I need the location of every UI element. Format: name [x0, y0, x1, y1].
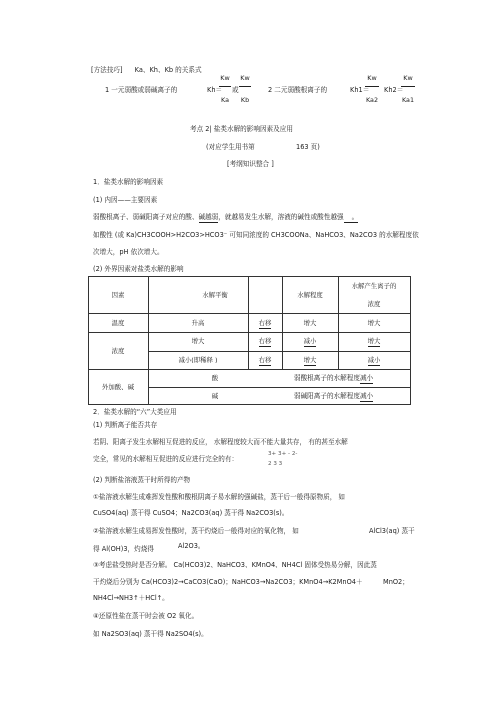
case3-line1: ③考虑盐受热时是否分解。 Ca(HCO3)2、NaHCO3、KMnO4、NH4Cl 固体受热易分解，因此蒸	[93, 561, 377, 569]
formula1-or: 或	[232, 86, 239, 94]
formula1-numerator-1: Kw	[220, 74, 230, 82]
case3-line3: NH4Cl→NH3↑＋HCl↑。	[93, 594, 169, 602]
row-conc-increase-ions	[338, 337, 410, 345]
case4-line1: ④还原性盐在蒸干时会被 O2 氧化。	[93, 612, 199, 620]
part1-line2: 如酸性 (或 Ka)CH3COOH>H2CO3>HCO3⁻ 可知同浓度的 CH3COONa、NaHCO3、Na2CO3 的水解程度依	[93, 231, 419, 239]
cell-answer: 减小	[303, 337, 317, 345]
formula1-denominator-1: Ka	[221, 96, 229, 104]
formula2-denominator-2: Ka1	[401, 96, 415, 104]
row-external-label: 外加酸、碱	[102, 383, 134, 391]
table-border	[88, 276, 411, 277]
formula1-numerator-2: Kw	[240, 74, 250, 82]
row-base-label: 碱	[211, 392, 219, 400]
case1-line2: CuSO4(aq) 蒸干得 CuSO4；Na2CO3(aq) 蒸干得 Na2CO3(s)。	[93, 509, 289, 517]
method-title	[91, 66, 202, 74]
table-header-ions-1: 水解产生离子的	[351, 282, 397, 290]
fraction-bar	[401, 86, 415, 87]
row-temperature-change: 升高	[191, 319, 205, 327]
part1-line1-a: 弱酸根离子、弱碱阳离子对应的酸、	[93, 213, 199, 221]
part1-sub1: (1) 内因——主要因素	[93, 196, 158, 204]
part1-line1	[93, 213, 358, 221]
part2-sub2: (2) 判断盐溶液蒸干时所得的产物	[93, 476, 191, 484]
row-acid-label: 酸	[211, 374, 219, 382]
case1-line1: ①盐溶液水解生成难挥发性酸和酸根阴离子易水解的强碱盐，蒸干后一般得原物质， 如	[93, 493, 345, 501]
row-temperature-label: 温度	[111, 319, 125, 327]
case2-line2: 得 Al(OH)3，灼烧得	[93, 545, 154, 553]
row-conc-decrease: 减小(即稀释 )	[178, 356, 218, 364]
section-tag: [考纲知识整合 ]	[227, 160, 274, 168]
table-header-balance: 水解平衡	[202, 291, 228, 299]
fraction-bar	[219, 86, 231, 87]
base-effect-text: 弱碱阳离子的水解程度	[294, 392, 360, 400]
method-title-bracket: [方法技巧]	[91, 66, 123, 74]
method-title-text: Ka、Kh、Kb 的关系式	[134, 66, 202, 74]
fraction-bar	[239, 86, 251, 87]
table-header-ions-2: 浓度	[367, 300, 381, 308]
row-conc-increase-shift	[248, 337, 282, 345]
row-acid-effect	[294, 374, 373, 382]
part1-line1-c: ，就越易发生水解，溶液的碱性或酸性越强	[218, 213, 344, 221]
row-base-effect	[294, 392, 373, 400]
section-ref-page: 163 页)	[296, 143, 320, 151]
case2-line2-product: Al2O3。	[178, 542, 205, 550]
part1-sub2: (2) 外界因素对盐类水解的影响	[93, 265, 184, 273]
case4-line2: 如 Na2SO3(aq) 蒸干得 Na2SO4(s)。	[93, 630, 208, 638]
row-temperature-shift	[248, 319, 282, 327]
section-ref-left: (对应学生用书第	[206, 143, 255, 151]
formula1-denominator-2: Kb	[240, 96, 250, 104]
cell-answer: 增大	[303, 356, 317, 364]
formula2-lhs-2: Kh2＝	[384, 86, 404, 94]
part1-line1-blank-2: 。	[344, 213, 359, 223]
part2-line1: 若阴、阳离子发生水解相互促进的反应， 水解程度较大而不能大量共存， 有的甚至水解	[93, 438, 348, 446]
row-temperature-ions: 增大	[367, 319, 381, 327]
case3-line2: 干灼烧后分别为 Ca(HCO3)2→CaCO3(CaO)；NaHCO3→Na2CO3；KMnO4→K2MnO4＋	[93, 578, 363, 586]
case3-line2-right: MnO2；	[383, 578, 409, 586]
formula1-prefix: 1 一元弱酸或弱碱离子的	[105, 86, 178, 94]
acid-effect-text: 弱酸根离子的水解程度	[294, 374, 360, 382]
row-conc-decrease-degree	[282, 356, 338, 364]
cell-answer: 减小	[359, 374, 374, 382]
case2-line1-right: AlCl3(aq) 蒸干	[369, 527, 415, 535]
formula2-numerator-2: Kw	[403, 74, 413, 82]
formula2-lhs-1: Kh1＝	[350, 86, 370, 94]
cell-answer: 减小	[359, 392, 374, 400]
part2-title: 2．盐类水解的“六”大类应用	[93, 408, 177, 416]
part1-line1-blank-1: 碱越弱	[198, 213, 219, 221]
row-conc-increase: 增大	[191, 337, 205, 345]
part2-line2-superscripts: 3+ 3+ - 2-	[268, 451, 298, 457]
row-conc-increase-degree	[282, 337, 338, 345]
part2-sub1: (1) 判断离子能否共存	[93, 421, 158, 429]
table-border	[88, 313, 411, 314]
row-temperature-degree: 增大	[303, 319, 317, 327]
table-header-factor: 因素	[111, 291, 125, 299]
formula2-numerator-1: Kw	[367, 74, 377, 82]
fraction-bar	[365, 86, 379, 87]
row-conc-decrease-shift	[248, 356, 282, 364]
formula2-denominator-1: Ka2	[365, 96, 379, 104]
table-border	[148, 387, 411, 388]
cell-answer: 减小	[367, 356, 381, 364]
hydrolysis-factors-table	[88, 276, 411, 405]
table-border	[88, 332, 411, 333]
cell-answer: 右移	[258, 319, 272, 327]
part2-line2: 完全，常见的水解相互促进的反应进行完全的有：	[93, 455, 239, 463]
cell-answer: 增大	[367, 337, 381, 345]
part2-line2-subscripts: 2 3 3	[268, 461, 283, 467]
cell-answer: 右移	[258, 356, 272, 364]
formula2-prefix: 2 二元弱酸根离子的	[268, 86, 328, 94]
part1-line3: 次增大，pH 依次增大。	[93, 248, 164, 256]
table-border	[148, 351, 411, 352]
table-border	[410, 276, 411, 405]
section-heading: 考点 2| 盐类水解的影响因素及应用	[190, 125, 293, 133]
cell-answer: 右移	[258, 337, 272, 345]
table-border	[88, 369, 411, 370]
case2-line1: ②盐溶液水解生成易挥发性酸时，蒸干灼烧后一般得对应的氧化物， 如	[93, 527, 299, 535]
table-border	[88, 404, 411, 405]
table-header-degree: 水解程度	[297, 291, 323, 299]
row-conc-decrease-ions	[338, 356, 410, 364]
part1-title: 1．盐类水解的影响因素	[93, 178, 164, 186]
formula1-lhs: Kh＝	[207, 86, 223, 94]
row-concentration-label: 浓度	[111, 347, 125, 355]
